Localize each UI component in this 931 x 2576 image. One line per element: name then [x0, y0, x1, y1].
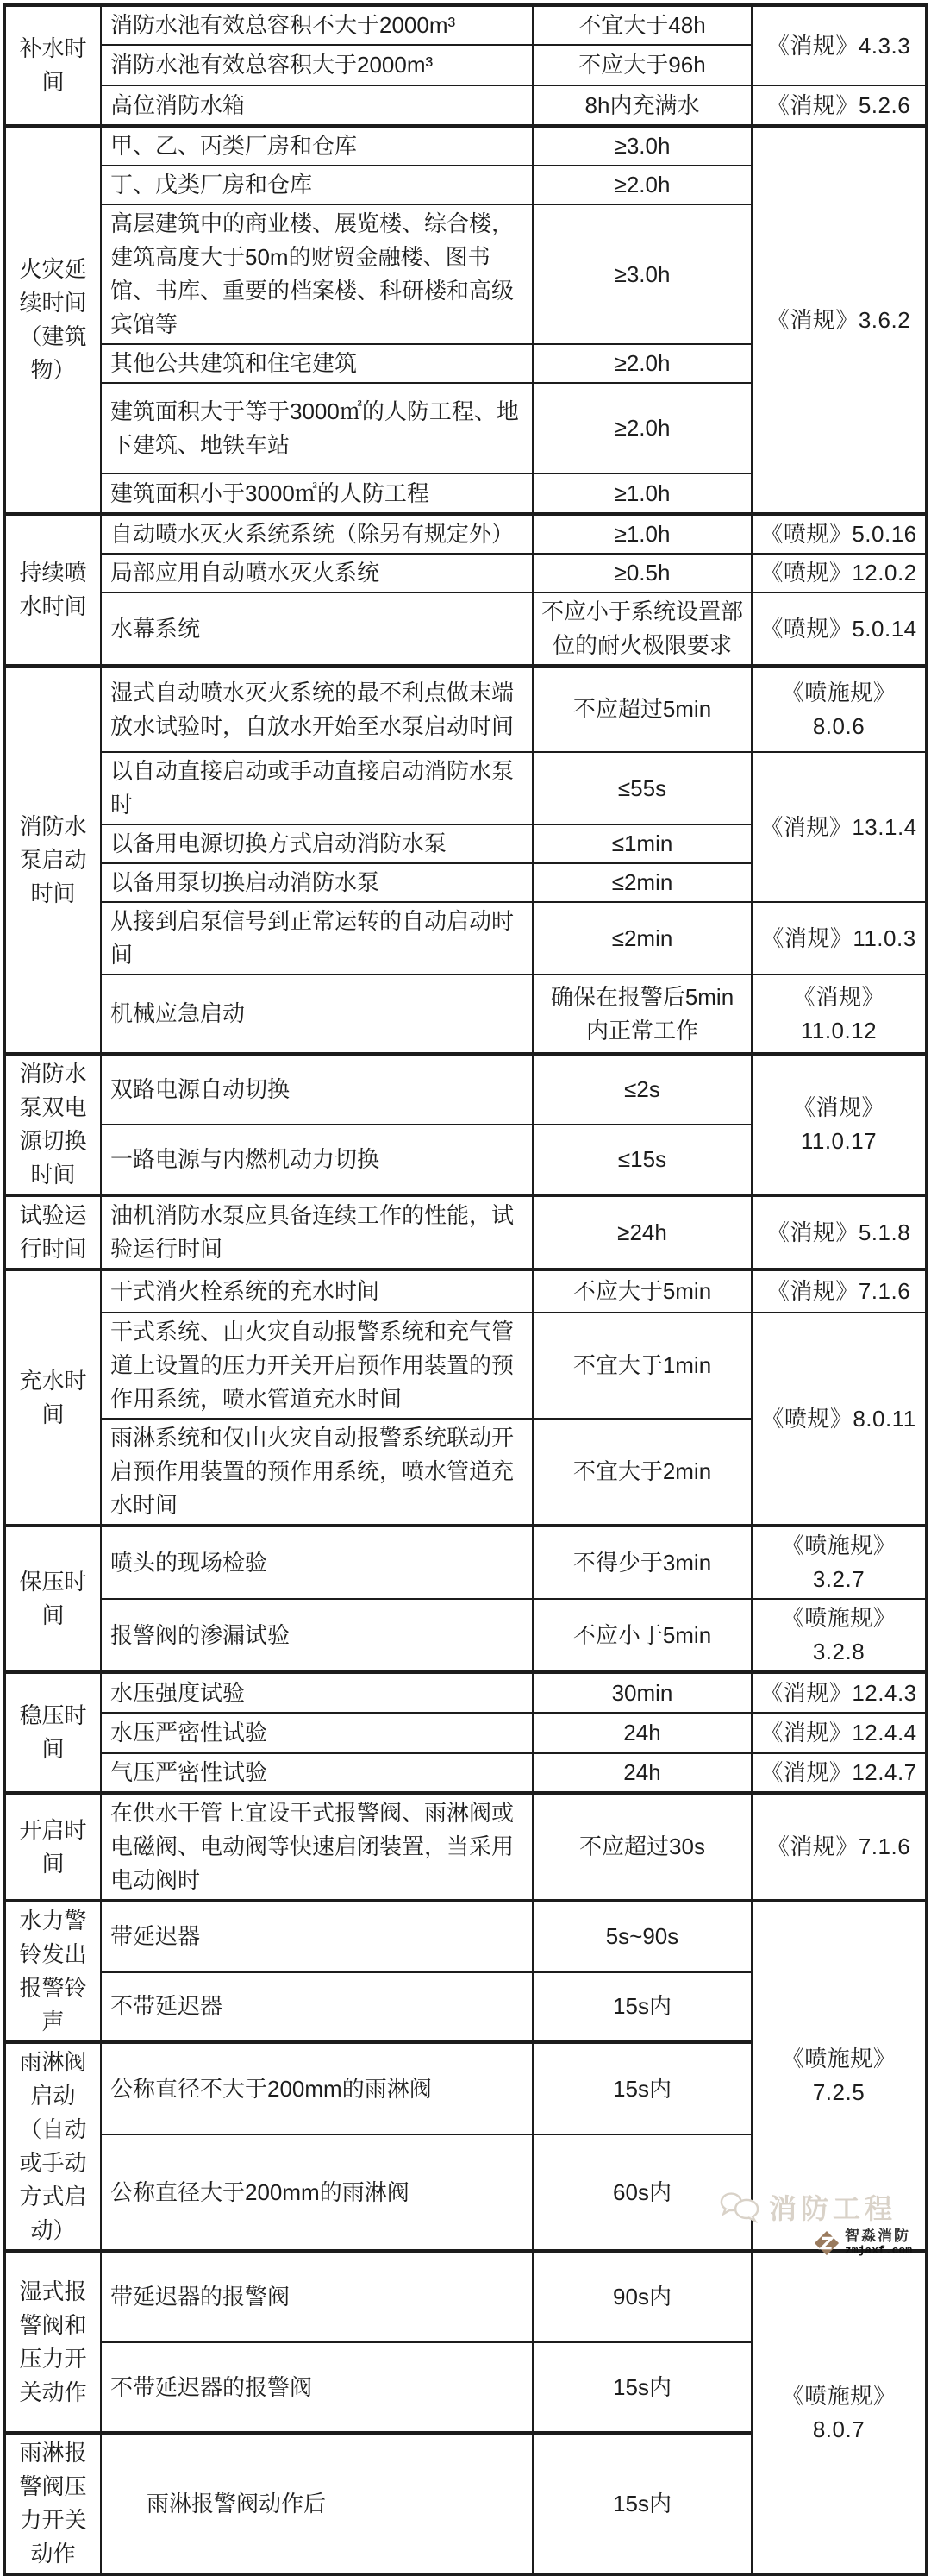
value-cell: 不应超过5min — [533, 666, 752, 752]
item-cell: 双路电源自动切换 — [101, 1054, 533, 1125]
category-cell: 试验运行时间 — [4, 1195, 101, 1269]
value-cell: 不宜大于48h — [533, 5, 752, 45]
category-cell: 保压时间 — [4, 1526, 101, 1672]
reference-cell: 《消规》11.0.12 — [752, 975, 927, 1054]
table-row — [4, 592, 927, 666]
table-row — [4, 1753, 927, 1793]
item-cell: 雨淋系统和仅由火灾自动报警系统联动开启预作用装置的预作用系统，喷水管道充水时间 — [101, 1419, 533, 1526]
category-cell: 火灾延续时间（建筑物） — [4, 126, 101, 514]
value-cell: ≥2.0h — [533, 344, 752, 383]
item-cell: 不带延迟器的报警阀 — [101, 2342, 533, 2433]
reference-cell: 《喷施规》8.0.7 — [752, 2251, 927, 2574]
value-cell: ≤2min — [533, 863, 752, 902]
value-cell: ≥3.0h — [533, 204, 752, 344]
value-cell: 不应大于96h — [533, 45, 752, 85]
value-cell: 不宜大于2min — [533, 1419, 752, 1526]
table-row — [4, 2251, 927, 2342]
reference-cell: 《消规》12.4.4 — [752, 1713, 927, 1753]
item-cell: 消防水池有效总容积大于2000m³ — [101, 45, 533, 85]
reference-cell: 《喷规》5.0.16 — [752, 514, 927, 554]
item-cell: 公称直径大于200mm的雨淋阀 — [101, 2134, 533, 2251]
value-cell: 24h — [533, 1753, 752, 1793]
value-cell: 8h内充满水 — [533, 85, 752, 126]
category-cell: 持续喷水时间 — [4, 514, 101, 666]
category-cell: 补水时间 — [4, 5, 101, 126]
table-row — [4, 514, 927, 554]
value-cell: 5s~90s — [533, 1901, 752, 1972]
value-cell: ≤15s — [533, 1125, 752, 1195]
item-cell: 以备用泵切换启动消防水泵 — [101, 863, 533, 902]
value-cell: ≥24h — [533, 1195, 752, 1269]
table-row — [4, 1195, 927, 1269]
item-cell: 雨淋报警阀动作后 — [101, 2433, 533, 2574]
value-cell: ≤2s — [533, 1054, 752, 1125]
value-cell: ≤2min — [533, 902, 752, 975]
value-cell: ≥0.5h — [533, 554, 752, 592]
table-row — [4, 975, 927, 1054]
table-row — [4, 85, 927, 126]
value-cell: 15s内 — [533, 2042, 752, 2134]
category-cell: 充水时间 — [4, 1269, 101, 1526]
reference-cell: 《消规》5.2.6 — [752, 85, 927, 126]
item-cell: 以自动直接启动或手动直接启动消防水泵时 — [101, 752, 533, 824]
item-cell: 其他公共建筑和住宅建筑 — [101, 344, 533, 383]
value-cell: ≥2.0h — [533, 166, 752, 204]
requirements-table — [3, 3, 928, 2576]
value-cell: 24h — [533, 1713, 752, 1753]
value-cell: 15s内 — [533, 2342, 752, 2433]
item-cell: 公称直径不大于200mm的雨淋阀 — [101, 2042, 533, 2134]
reference-cell: 《消规》7.1.6 — [752, 1269, 927, 1313]
reference-cell: 《喷规》12.0.2 — [752, 554, 927, 592]
item-cell: 消防水池有效总容积不大于2000m³ — [101, 5, 533, 45]
value-cell: ≥3.0h — [533, 126, 752, 166]
value-cell: ≥1.0h — [533, 514, 752, 554]
item-cell: 干式消火栓系统的充水时间 — [101, 1269, 533, 1313]
reference-cell: 《消规》13.1.4 — [752, 752, 927, 902]
value-cell: 不应小于5min — [533, 1599, 752, 1672]
item-cell: 一路电源与内燃机动力切换 — [101, 1125, 533, 1195]
table-row — [4, 1054, 927, 1125]
item-cell: 干式系统、由火灾自动报警系统和充气管道上设置的压力开关开启预作用装置的预作用系统，喷水管道充水时间 — [101, 1313, 533, 1419]
table-row — [4, 1313, 927, 1419]
table-row — [4, 1526, 927, 1599]
reference-cell: 《消规》7.1.6 — [752, 1793, 927, 1901]
table-row — [4, 554, 927, 592]
item-cell: 高位消防水箱 — [101, 85, 533, 126]
reference-cell: 《喷施规》8.0.6 — [752, 666, 927, 752]
item-cell: 水压严密性试验 — [101, 1713, 533, 1753]
brand-watermark-text: 消防工程 — [768, 2193, 897, 2225]
table-row — [4, 1793, 927, 1901]
value-cell: ≥1.0h — [533, 473, 752, 514]
table-row — [4, 666, 927, 752]
item-cell: 局部应用自动喷水灭火系统 — [101, 554, 533, 592]
category-cell: 稳压时间 — [4, 1672, 101, 1793]
item-cell: 湿式自动喷水灭火系统的最不利点做末端放水试验时，自放水开始至水泵启动时间 — [101, 666, 533, 752]
item-cell: 气压严密性试验 — [101, 1753, 533, 1793]
category-cell: 水力警铃发出报警铃声 — [4, 1901, 101, 2042]
category-cell: 雨淋报警阀压力开关动作 — [4, 2433, 101, 2574]
value-cell: 不得少于3min — [533, 1526, 752, 1599]
table-row — [4, 902, 927, 975]
table-row — [4, 1599, 927, 1672]
reference-cell: 《喷施规》3.2.7 — [752, 1526, 927, 1599]
value-cell: ≥2.0h — [533, 383, 752, 473]
item-cell: 自动喷水灭火系统系统（除另有规定外） — [101, 514, 533, 554]
item-cell: 不带延迟器 — [101, 1972, 533, 2042]
value-cell: 不应超过30s — [533, 1793, 752, 1901]
reference-cell: 《消规》5.1.8 — [752, 1195, 927, 1269]
value-cell: 不应小于系统设置部位的耐火极限要求 — [533, 592, 752, 666]
category-cell: 雨淋阀启动（自动或手动方式启动） — [4, 2042, 101, 2251]
value-cell: 不应大于5min — [533, 1269, 752, 1313]
item-cell: 在供水干管上宜设干式报警阀、雨淋阀或电磁阀、电动阀等快速启闭装置，当采用电动阀时 — [101, 1793, 533, 1901]
reference-cell: 《消规》4.3.3 — [752, 5, 927, 85]
value-cell: 确保在报警后5min内正常工作 — [533, 975, 752, 1054]
category-cell: 湿式报警阀和压力开关动作 — [4, 2251, 101, 2433]
reference-cell: 《消规》11.0.3 — [752, 902, 927, 975]
value-cell: 30min — [533, 1672, 752, 1713]
table-row — [4, 1713, 927, 1753]
item-cell: 以备用电源切换方式启动消防水泵 — [101, 824, 533, 863]
table-row — [4, 1672, 927, 1713]
reference-cell: 《消规》12.4.3 — [752, 1672, 927, 1713]
table-row — [4, 752, 927, 824]
value-cell: ≤55s — [533, 752, 752, 824]
item-cell: 建筑面积小于3000㎡的人防工程 — [101, 473, 533, 514]
company-url: zmjaxf.com — [844, 2243, 912, 2257]
item-cell: 丁、戊类厂房和仓库 — [101, 166, 533, 204]
item-cell: 油机消防水泵应具备连续工作的性能，试验运行时间 — [101, 1195, 533, 1269]
item-cell: 甲、乙、丙类厂房和仓库 — [101, 126, 533, 166]
value-cell: 15s内 — [533, 2433, 752, 2574]
company-name: 智淼消防 — [844, 2228, 910, 2245]
value-cell: 不宜大于1min — [533, 1313, 752, 1419]
reference-cell: 《消规》3.6.2 — [752, 126, 927, 514]
table-row — [4, 1269, 927, 1313]
category-cell: 开启时间 — [4, 1793, 101, 1901]
fire-code-time-requirements-page — [0, 3, 931, 2567]
reference-cell: 《消规》11.0.17 — [752, 1054, 927, 1195]
value-cell: 90s内 — [533, 2251, 752, 2342]
reference-cell: 《消规》12.4.7 — [752, 1753, 927, 1793]
item-cell: 高层建筑中的商业楼、展览楼、综合楼，建筑高度大于50m的财贸金融楼、图书馆、书库、重要的档案楼、科研楼和高级宾馆等 — [101, 204, 533, 344]
category-cell: 消防水泵双电源切换时间 — [4, 1054, 101, 1195]
reference-cell: 《喷规》5.0.14 — [752, 592, 927, 666]
table-row — [4, 126, 927, 166]
item-cell: 喷头的现场检验 — [101, 1526, 533, 1599]
item-cell: 水幕系统 — [101, 592, 533, 666]
item-cell: 带延迟器的报警阀 — [101, 2251, 533, 2342]
category-cell: 消防水泵启动时间 — [4, 666, 101, 1054]
item-cell: 报警阀的渗漏试验 — [101, 1599, 533, 1672]
value-cell: 60s内 — [533, 2134, 752, 2251]
item-cell: 从接到启泵信号到正常运转的自动启动时间 — [101, 902, 533, 975]
reference-cell: 《喷施规》7.2.5 — [752, 1901, 927, 2251]
reference-cell: 《喷施规》3.2.8 — [752, 1599, 927, 1672]
item-cell: 机械应急启动 — [101, 975, 533, 1054]
value-cell: 15s内 — [533, 1972, 752, 2042]
table-row — [4, 5, 927, 45]
reference-cell: 《喷规》8.0.11 — [752, 1313, 927, 1526]
item-cell: 水压强度试验 — [101, 1672, 533, 1713]
item-cell: 建筑面积大于等于3000㎡的人防工程、地下建筑、地铁车站 — [101, 383, 533, 473]
table-row — [4, 1901, 927, 1972]
value-cell: ≤1min — [533, 824, 752, 863]
item-cell: 带延迟器 — [101, 1901, 533, 1972]
